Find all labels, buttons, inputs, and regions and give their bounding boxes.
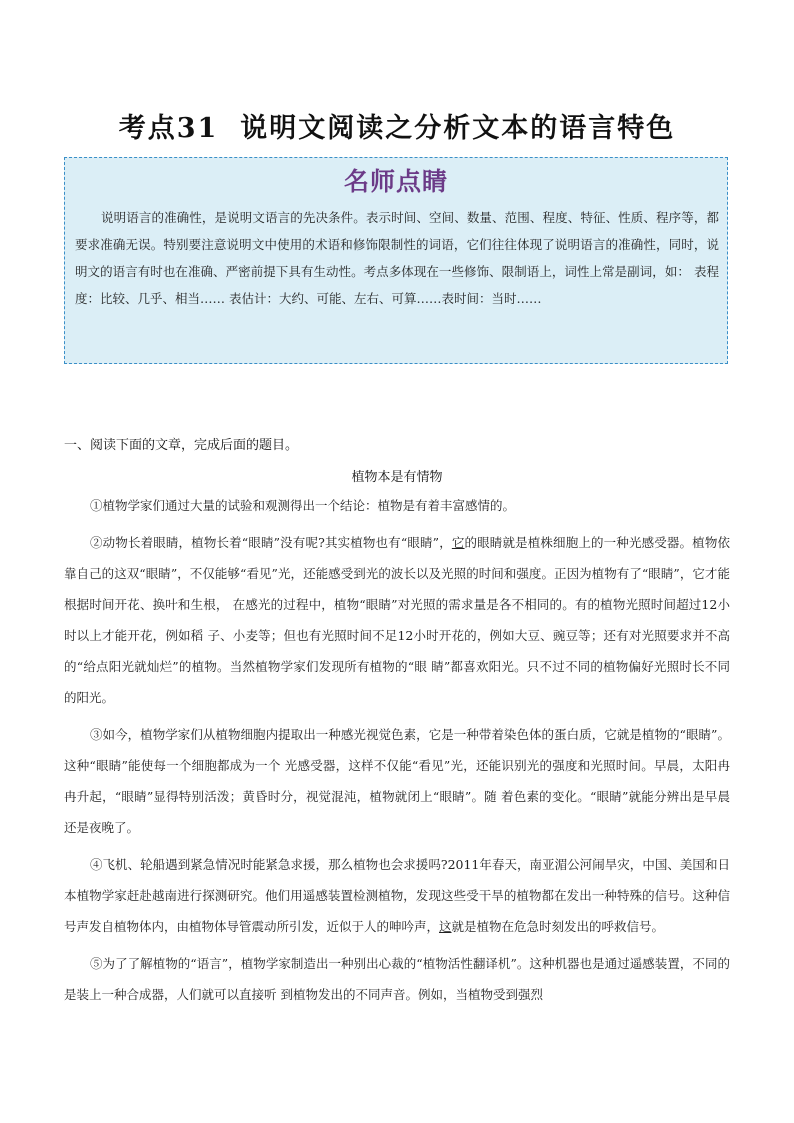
paragraph-4-text-b: 就是植物在危急时刻发出的呼救信号。 [451,919,665,934]
page-title [0,106,794,145]
paragraph-2-text-b: 的眼睛就是植株细胞上的一种光感受器。植物依靠自己的这双“眼睛”，不仅能够“看见”光，还能感受到光的波长以及光照的时间和强度。正因为植物有了“眼睛”，它才能根据时间开花、换叶和生根， 在感光的过程中，植物“眼睛”对光照的需求量是各不相同的。有的植物光照时间超过12小时以上才能开花，例如稻 子、小麦等；但也有光照时间不足12小时开花的，例如大豆、豌豆等；还有对光照要求并不高的“给点阳光就灿烂”的植物。当然植物学家们发现所有植物的“眼 睛”都喜欢阳光。只不过不同的植物偏好光照时长不同的阳光。 [64,535,730,705]
paragraph-4-underlined-word: 这 [439,919,452,934]
question-instruction: 一、阅读下面的文章，完成后面的题目。 [64,438,299,453]
article-paragraph-4 [64,849,730,942]
article-body [64,490,730,1016]
tip-heading: 名师点睛 [343,167,448,196]
page-title-text: 说明文阅读之分析文本的语言特色 [240,113,676,144]
paragraph-2-text-a: ②动物长着眼睛，植物长着“眼睛”没有呢?其实植物也有“眼睛”， [90,535,452,550]
tip-box [64,157,728,364]
tip-body: 说明语言的准确性，是说明文语言的先决条件。表示时间、空间、数量、范围、程度、特征、性质、程序等，都要求准确无误。特别要注意说明文中使用的术语和修饰限制性的词语，它们往往体现了说明语言的准确性，同时，说明文的语言有时也在准确、严密前提下具有生动性。考点多体现在一些修饰、限制语上，词性上常是副词，如： 表程度：比较、几乎、相当…… 表估计：大约、可能、左右、可算……表时间：当时…… [75,210,719,306]
article-paragraph-5: ⑤为了了解植物的“语言”，植物学家制造出一种别出心裁的“植物活性翻译机”。这种机器也是通过遥感装置，不同的是装上一种合成器，人们就可以直接听 到植物发出的不同声音。例如，当植物受到强烈 [64,956,730,1002]
article-paragraph-3: ③如今，植物学家们从植物细胞内提取出一种感光视觉色素，它是一种带着染色体的蛋白质，它就是植物的“眼睛”。这种“眼睛”能使每一个细胞都成为一个 光感受器，这样不仅能“看见”光，还能识别光的强度和光照时间。早晨，太阳冉冉升起，“眼睛”显得特别活泼；黄昏时分，视觉混沌，植物就闭上“眼睛”。随 着色素的变化。“眼睛”就能分辨出是早晨还是夜晚了。 [64,727,730,835]
article-title: 植物本是有情物 [351,470,443,485]
paragraph-4-text-a: ④飞机、轮船遇到紧急情况时能紧急求援，那么植物也会求援吗?2011年春天，南亚湄公河闹旱灾，中国、美国和日本植物学家赶赴越南进行探测研究。他们用遥感装置检测植物，发现这些受干旱的植物都在发出一种特殊的信号。这种信号声发自植物体内，由植物体导管震动所引发，近似于人的呻吟声， [64,857,730,934]
paragraph-2-underlined-word: 它 [451,535,465,550]
page-title-prefix: 考点31 [118,113,219,144]
article-paragraph-2 [64,527,730,713]
article-paragraph-1: ①植物学家们通过大量的试验和观测得出一个结论：植物是有着丰富感情的。 [90,498,516,513]
